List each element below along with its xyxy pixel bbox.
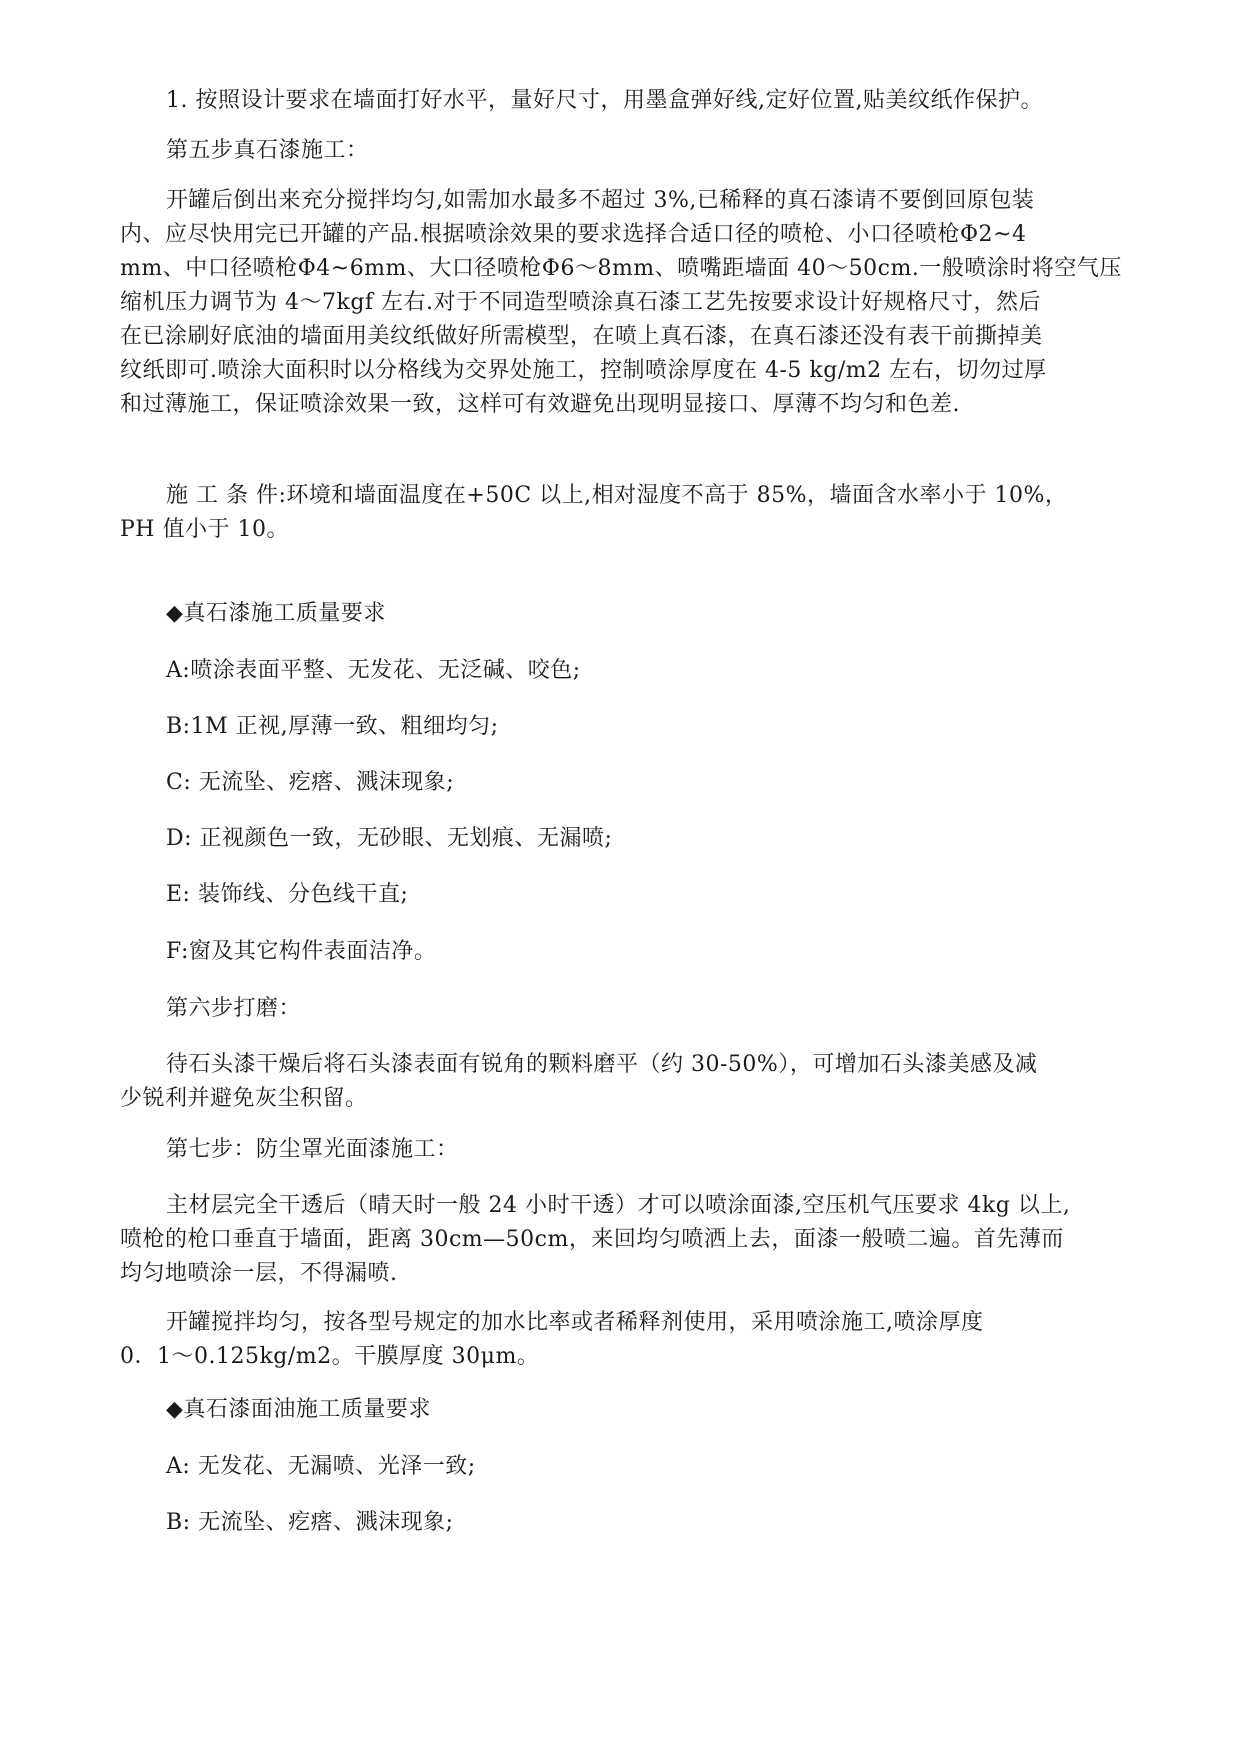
text-line: ◆真石漆面油施工质量要求 — [166, 1397, 431, 1422]
list-item-e — [120, 878, 1130, 912]
paragraph-construction-conditions — [120, 479, 1130, 547]
text-line: mm、中口径喷枪Φ4~6mm、大口径喷枪Φ6～8mm、喷嘴距墙面 40～50cm.一般喷涂时将空气压 — [120, 256, 1122, 281]
heading-step-seven — [120, 1133, 1130, 1167]
text-line: E: 装饰线、分色线干直; — [166, 882, 409, 907]
text-line: 0．1～0.125kg/m2。干膜厚度 30μm。 — [120, 1344, 540, 1369]
list-item-topcoat-a — [120, 1450, 1130, 1484]
heading-topcoat-quality — [120, 1393, 1130, 1427]
text-line: B:1M 正视,厚薄一致、粗细均匀; — [166, 714, 499, 739]
text-line: 1. 按照设计要求在墙面打好水平，量好尺寸，用墨盒弹好线,定好位置,贴美纹纸作保护。 — [166, 88, 1043, 113]
heading-step-six — [120, 992, 1130, 1026]
list-item-a — [120, 654, 1130, 688]
text-line: F:窗及其它构件表面洁净。 — [166, 939, 437, 964]
text-line: 施 工 条 件:环境和墙面温度在+50C 以上,相对湿度不高于 85%，墙面含水率小于 10%， — [166, 483, 1068, 508]
text-line: 第五步真石漆施工： — [166, 138, 369, 163]
paragraph-sanding — [120, 1048, 1130, 1116]
text-line: 缩机压力调节为 4～7kgf 左右.对于不同造型喷涂真石漆工艺先按要求设计好规格尺寸，然后 — [120, 290, 1042, 315]
list-item-f — [120, 935, 1130, 969]
heading-quality-requirements — [120, 597, 1130, 631]
text-line: 第七步：防尘罩光面漆施工： — [166, 1137, 459, 1162]
text-line: PH 值小于 10。 — [120, 517, 289, 542]
text-line: 和过薄施工，保证喷涂效果一致，这样可有效避免出现明显接口、厚薄不均匀和色差. — [120, 392, 960, 417]
text-line: D: 正视颜色一致，无砂眼、无划痕、无漏喷; — [166, 826, 613, 851]
text-line: 喷枪的枪口垂直于墙面，距离 30cm—50cm，来回均匀喷洒上去，面漆一般喷二遍。首先薄而 — [120, 1227, 1064, 1252]
list-item-b — [120, 710, 1130, 744]
text-line: 第六步打磨： — [166, 996, 302, 1021]
paragraph-step-preparation — [120, 84, 1130, 118]
text-line: ◆真石漆施工质量要求 — [166, 601, 386, 626]
text-line: 在已涂刷好底油的墙面用美纹纸做好所需模型，在喷上真石漆，在真石漆还没有表干前撕掉美 — [120, 324, 1043, 349]
text-line: 少锐利并避免灰尘积留。 — [120, 1086, 368, 1111]
text-line: 内、应尽快用完已开罐的产品.根据喷涂效果的要求选择合适口径的喷枪、小口径喷枪Φ2~4 — [120, 222, 1027, 247]
text-line: B: 无流坠、疙瘩、溅沫现象; — [166, 1510, 454, 1535]
text-line: C: 无流坠、疙瘩、溅沫现象; — [166, 770, 455, 795]
paragraph-spray-procedure — [120, 184, 1130, 422]
list-item-d — [120, 822, 1130, 856]
list-item-c — [120, 766, 1130, 800]
text-line: 待石头漆干燥后将石头漆表面有锐角的颗料磨平（约 30-50%），可增加石头漆美感及减 — [166, 1052, 1038, 1077]
list-item-topcoat-b — [120, 1506, 1130, 1540]
text-line: 开罐后倒出来充分搅拌均匀,如需加水最多不超过 3%,已稀释的真石漆请不要倒回原包装 — [166, 188, 1035, 213]
text-line: A: 无发花、无漏喷、光泽一致; — [166, 1454, 476, 1479]
text-line: A:喷涂表面平整、无发花、无泛碱、咬色; — [166, 658, 581, 683]
paragraph-topcoat-thickness — [120, 1306, 1130, 1374]
text-line: 开罐搅拌均匀，按各型号规定的加水比率或者稀释剂使用，采用喷涂施工,喷涂厚度 — [166, 1310, 984, 1335]
paragraph-topcoat-spray — [120, 1189, 1130, 1291]
text-line: 主材层完全干透后（晴天时一般 24 小时干透）才可以喷涂面漆,空压机气压要求 4kg 以上, — [166, 1193, 1071, 1218]
text-line: 均匀地喷涂一层，不得漏喷. — [120, 1261, 398, 1286]
heading-step-five — [120, 134, 1130, 168]
text-line: 纹纸即可.喷涂大面积时以分格线为交界处施工，控制喷涂厚度在 4-5 kg/m2 左右，切勿过厚 — [120, 358, 1047, 383]
